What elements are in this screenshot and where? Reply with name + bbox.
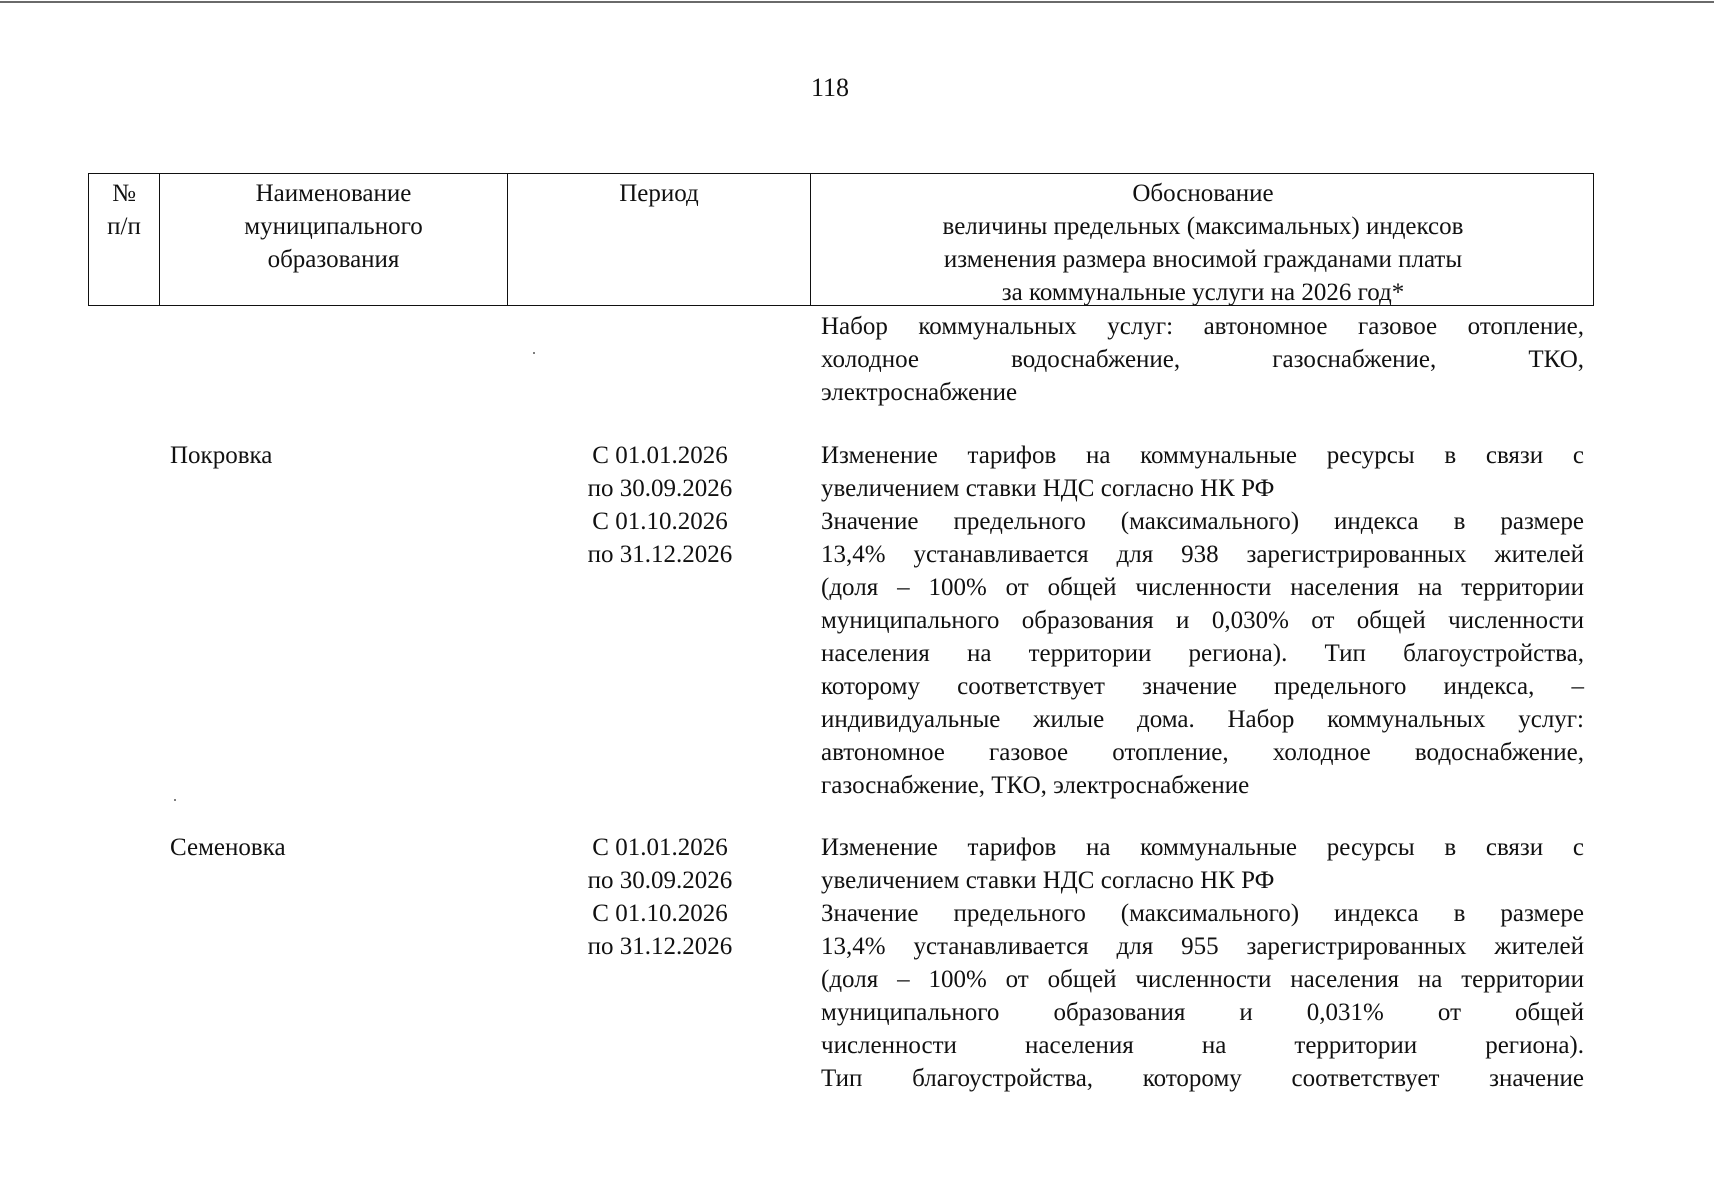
basis-text <box>821 831 1584 1095</box>
header-line: № <box>112 180 136 207</box>
continuation-text <box>821 310 1584 409</box>
text-line: (доля – 100% от общей численности населения на территории <box>821 574 1584 601</box>
text-line: автономное газовое отопление, холодное водоснабжение, <box>821 739 1584 766</box>
text-line: муниципального образования и 0,031% от общей <box>821 999 1584 1026</box>
scan-speck <box>533 352 535 354</box>
header-cell-number <box>89 174 160 305</box>
text-line: газоснабжение, ТКО, электроснабжение <box>821 772 1250 799</box>
period-line: С 01.01.2026 <box>592 834 728 861</box>
text-line: Изменение тарифов на коммунальные ресурсы в связи с <box>821 834 1584 861</box>
text-line: которому соответствует значение предельного индекса, – <box>821 673 1584 700</box>
text-line: Тип благоустройства, которому соответствует значение <box>821 1065 1584 1092</box>
period-line: С 01.10.2026 <box>592 508 728 535</box>
header-cell-basis <box>811 174 1595 305</box>
text-line: холодное водоснабжение, газоснабжение, ТКО, <box>821 346 1584 373</box>
top-scan-rule <box>0 1 1714 3</box>
text-line: населения на территории региона). Тип благоустройства, <box>821 640 1584 667</box>
text-line: Изменение тарифов на коммунальные ресурсы в связи с <box>821 442 1584 469</box>
municipality-name: Покровка <box>170 442 273 469</box>
text-line: увеличением ставки НДС согласно НК РФ <box>821 475 1275 502</box>
period-line: по 31.12.2026 <box>587 541 733 568</box>
header-line: величины предельных (максимальных) индексов <box>942 213 1464 240</box>
period-line: С 01.10.2026 <box>592 900 728 927</box>
municipality-name: Семеновка <box>170 834 286 861</box>
table-header <box>88 173 1594 306</box>
period-cell <box>560 831 760 963</box>
period-line: по 31.12.2026 <box>587 933 733 960</box>
scan-speck <box>174 799 176 801</box>
header-cell-municipality <box>160 174 508 305</box>
header-line: муниципального <box>244 213 423 240</box>
page-number: 118 <box>810 73 850 102</box>
text-line: Значение предельного (максимального) индекса в размере <box>821 508 1584 535</box>
text-line: увеличением ставки НДС согласно НК РФ <box>821 867 1275 894</box>
basis-text <box>821 439 1584 802</box>
text-line: индивидуальные жилые дома. Набор коммунальных услуг: <box>821 706 1584 733</box>
text-line: численности населения на территории региона). <box>821 1032 1584 1059</box>
period-cell <box>560 439 760 571</box>
header-line: Обоснование <box>1132 180 1274 207</box>
text-line: Набор коммунальных услуг: автономное газовое отопление, <box>821 313 1584 340</box>
period-line: С 01.01.2026 <box>592 442 728 469</box>
header-line: Наименование <box>255 180 412 207</box>
text-line: 13,4% устанавливается для 938 зарегистрированных жителей <box>821 541 1584 568</box>
period-line: по 30.09.2026 <box>587 475 733 502</box>
text-line: муниципального образования и 0,030% от общей численности <box>821 607 1584 634</box>
header-line: Период <box>619 180 699 207</box>
period-line: по 30.09.2026 <box>587 867 733 894</box>
header-line: п/п <box>107 213 141 240</box>
header-cell-period <box>508 174 811 305</box>
header-line: изменения размера вносимой гражданами платы <box>943 246 1463 273</box>
header-line: образования <box>267 246 400 273</box>
header-line: за коммунальные услуги на 2026 год* <box>1001 279 1405 306</box>
text-line: 13,4% устанавливается для 955 зарегистрированных жителей <box>821 933 1584 960</box>
text-line: Значение предельного (максимального) индекса в размере <box>821 900 1584 927</box>
text-line: электроснабжение <box>821 379 1018 406</box>
text-line: (доля – 100% от общей численности населения на территории <box>821 966 1584 993</box>
